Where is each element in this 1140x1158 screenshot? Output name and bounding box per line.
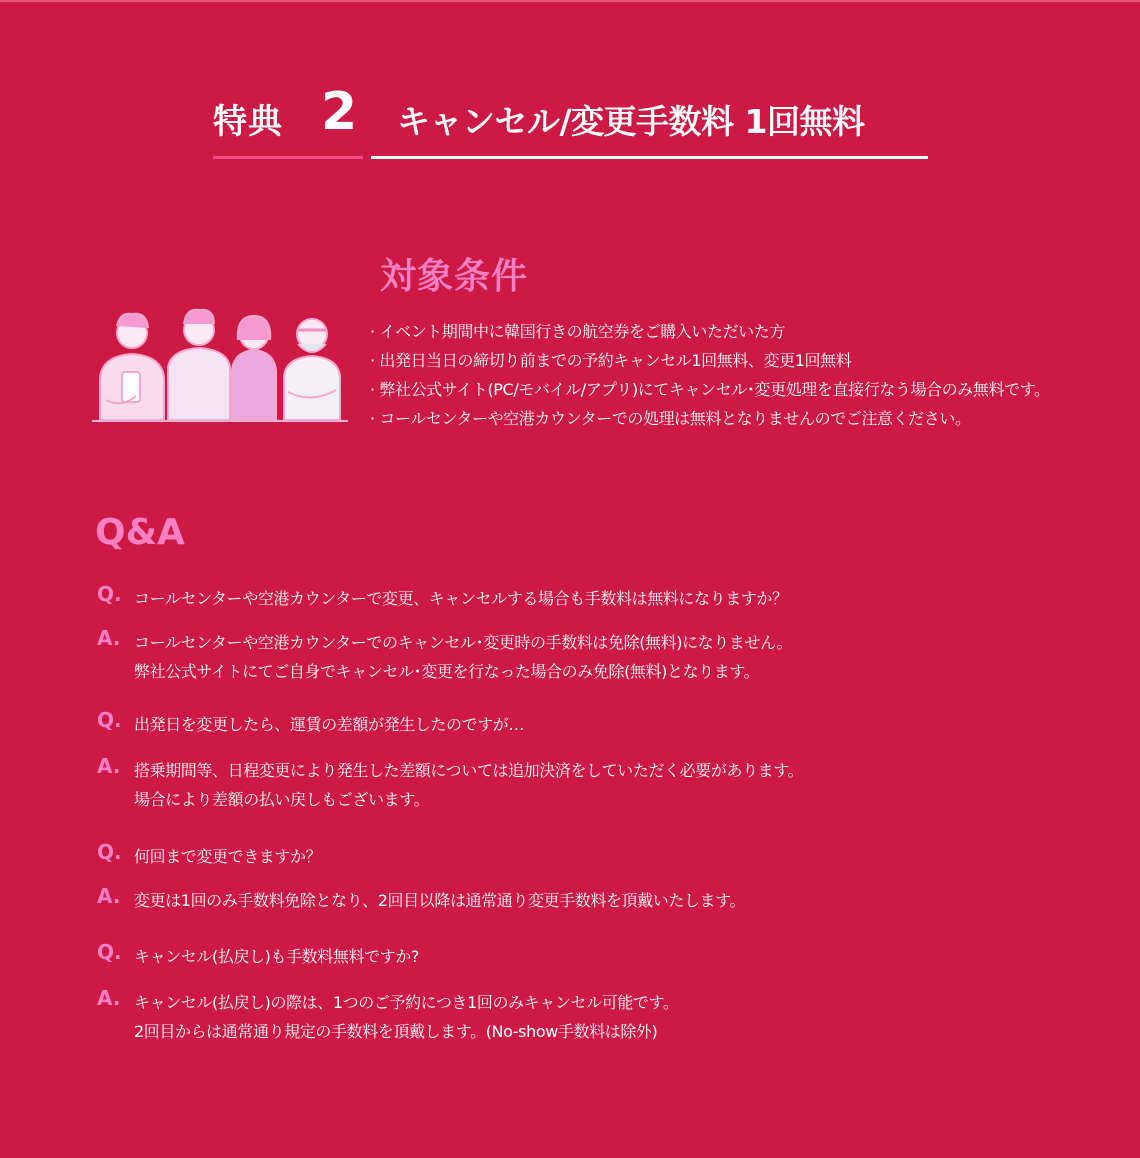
question-mark: Q. — [97, 840, 122, 864]
top-border — [0, 0, 1140, 2]
people-group-icon — [92, 300, 348, 424]
eligibility-section — [370, 248, 1130, 433]
answer-mark: A. — [97, 754, 121, 778]
answer-line: 場合により差額の払い戻しもございます。 — [134, 790, 430, 809]
benefit-header — [213, 84, 928, 160]
question-text: コールセンターや空港カウンターで変更、キャンセルする場合も手数料は無料になりますか？ — [134, 589, 788, 608]
question-mark: Q. — [97, 708, 122, 732]
answer-line: コールセンターや空港カウンターでのキャンセル･変更時の手数料は免除(無料)になりません。 — [134, 633, 793, 652]
answer-line: 弊社公式サイトにてご自身でキャンセル･変更を行なった場合のみ免除(無料)となります。 — [134, 662, 760, 681]
question-mark: Q. — [97, 940, 122, 964]
header-underline-accent — [213, 156, 363, 159]
benefit-label: 特典 — [213, 102, 283, 142]
header-underline — [371, 156, 928, 159]
list-item: · コールセンターや空港カウンターでの処理は無料となりませんのでご注意ください。 — [370, 409, 971, 428]
eligibility-title: 対象条件 — [380, 256, 529, 297]
list-item: · 弊社公式サイト(PC/モバイル/アプリ)にてキャンセル･変更処理を直接行なう場合のみ無料です。 — [370, 380, 1050, 399]
answer-line: 変更は1回のみ手数料免除となり、2回目以降は通常通り変更手数料を頂戴いたします。 — [134, 891, 746, 910]
answer-line: 2回目からは通常通り規定の手数料を頂戴します。(No-show手数料は除外) — [134, 1022, 658, 1041]
list-item: · イベント期間中に韓国行きの航空券をご購入いただいた方 — [370, 322, 785, 341]
eligibility-list — [370, 317, 1130, 433]
benefit-number: 2 — [321, 82, 358, 142]
question-mark: Q. — [97, 582, 122, 606]
question-text: 出発日を変更したら、運賃の差額が発生したのですが… — [134, 715, 525, 734]
question-text: キャンセル(払戻し)も手数料無料ですか? — [134, 947, 419, 966]
answer-mark: A. — [97, 884, 121, 908]
qa-title: Q&A — [95, 512, 185, 553]
list-item: · 出発日当日の締切り前までの予約キャンセル1回無料、変更1回無料 — [370, 351, 852, 370]
answer-line: 搭乗期間等、日程変更により発生した差額については追加決済をしていただく必要があります。 — [134, 761, 804, 780]
question-text: 何回まで変更できますか？ — [134, 847, 322, 866]
qa-section — [95, 512, 1095, 1041]
answer-line: キャンセル(払戻し)の際は、1つのご予約につき1回のみキャンセル可能です。 — [134, 993, 679, 1012]
answer-mark: A. — [97, 626, 121, 650]
benefit-headline: キャンセル/変更手数料 1回無料 — [397, 102, 865, 141]
answer-mark: A. — [97, 986, 121, 1010]
